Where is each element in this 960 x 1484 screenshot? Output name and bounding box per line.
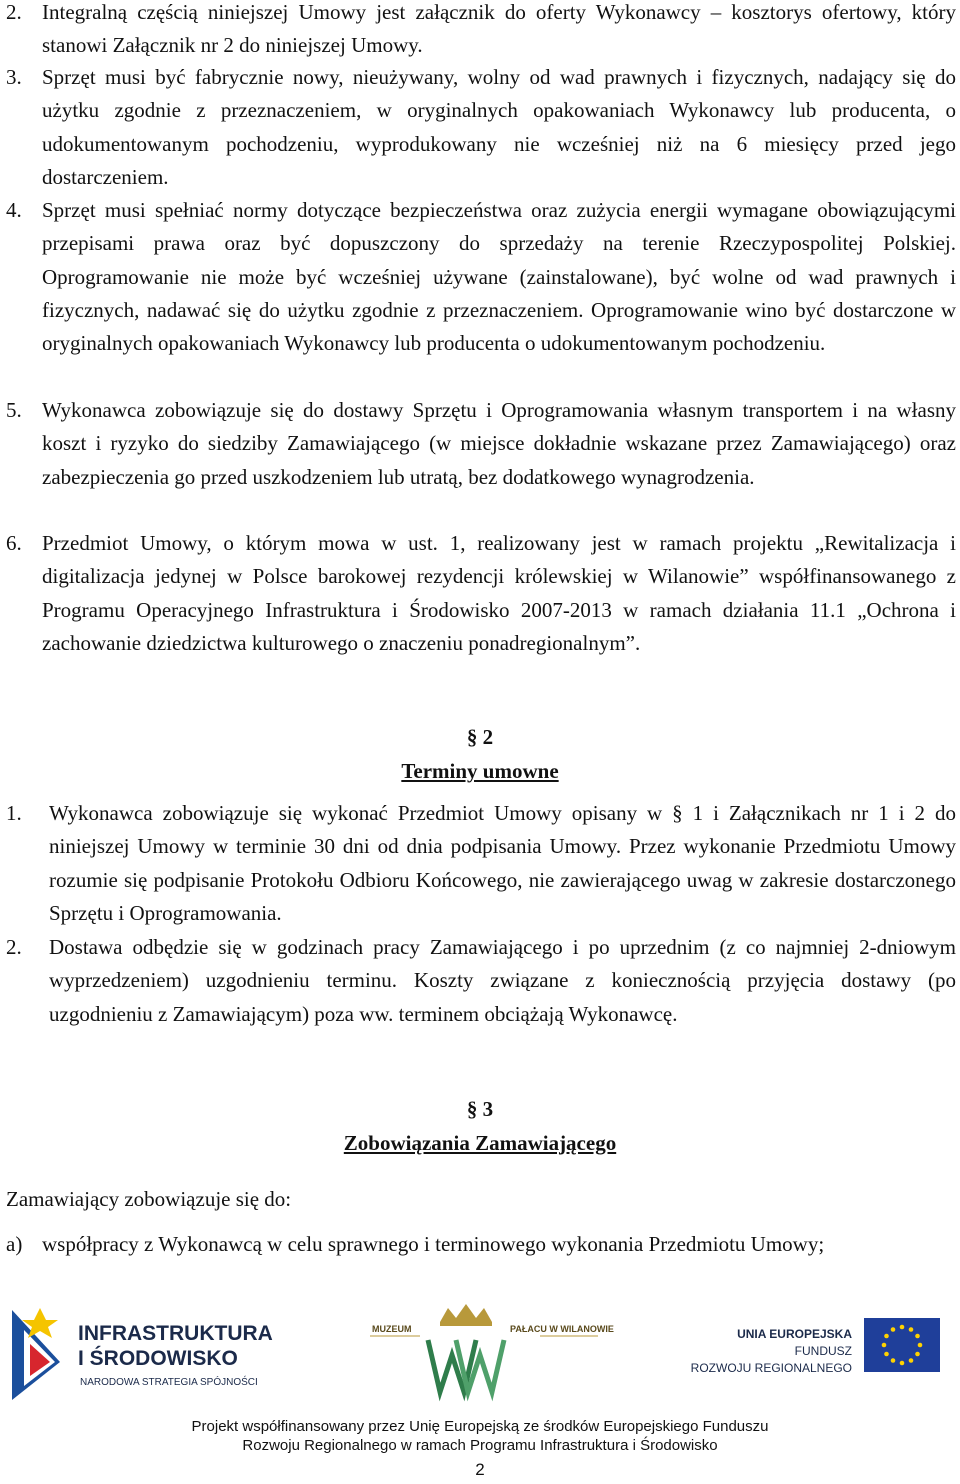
item-number: 4. xyxy=(6,198,22,222)
list-item xyxy=(6,194,956,360)
ue-line1: UNIA EUROPEJSKA xyxy=(737,1327,852,1341)
item-number: 1. xyxy=(6,801,22,825)
item-number: 2. xyxy=(6,935,22,959)
infrastruktura-logo xyxy=(12,1308,273,1400)
page-number: 2 xyxy=(475,1460,485,1479)
section-title: Terminy umowne xyxy=(401,759,559,783)
item-text: Sprzęt musi być fabrycznie nowy, nieużywany, wolny od wad prawnych i fizycznych, nadający się do użytku zgodnie z przeznaczeniem, w oryginalnych opakowaniach Wykonawcy lub producenta, o udokumentowanym pochodzeniu, wyprodukowany nie wcześniej niż na 6 miesięcy przed jego dostarczeniem. xyxy=(42,65,956,189)
logos-strip xyxy=(0,1300,960,1410)
infra-line3: NARODOWA STRATEGIA SPÓJNOŚCI xyxy=(80,1377,258,1388)
palac-label: PAŁACU W WILANOWIE xyxy=(510,1324,614,1334)
list-item xyxy=(6,797,956,930)
section-intro: Zamawiający zobowiązuje się do: xyxy=(6,1187,292,1211)
list-item xyxy=(6,527,956,660)
item-number: 2. xyxy=(6,0,22,24)
list-item xyxy=(6,1228,956,1261)
muzeum-label: MUZEUM xyxy=(372,1324,412,1334)
unia-europejska-logo xyxy=(691,1318,940,1375)
item-text: Wykonawca zobowiązuje się do dostawy Sprzętu i Oprogramowania własnym transportem i na własny koszt i ryzyko do siedziby Zamawiającego (w miejsce dokładnie wskazane przez Zamawiającego) oraz zabezpieczenia go przed uszkodzeniem lub utratą, bez dodatkowego wynagrodzenia. xyxy=(42,398,956,489)
item-number: 3. xyxy=(6,65,22,89)
list-item xyxy=(6,0,956,63)
section-heading xyxy=(0,720,960,788)
list-item xyxy=(6,394,956,494)
infra-line1: INFRASTRUKTURA xyxy=(78,1322,273,1345)
infra-line2: I ŚRODOWISKO xyxy=(78,1347,238,1370)
item-text: współpracy z Wykonawcą w celu sprawnego i terminowego wykonania Przedmiotu Umowy; xyxy=(42,1232,825,1256)
item-number: a) xyxy=(6,1232,23,1256)
item-text: Wykonawca zobowiązuje się wykonać Przedmiot Umowy opisany w § 1 i Załącznikach nr 1 i 2 do niniejszej Umowy w terminie 30 dni od dnia podpisania Umowy. Przez wykonanie Przedmiotu Umowy rozumie się podpisanie Protokołu Odbioru Końcowego, nie zawierającego uwag w zakresie dostarczonego Sprzętu i Oprogramowania. xyxy=(49,801,956,925)
item-text: Integralną częścią niniejszej Umowy jest załącznik do oferty Wykonawcy – kosztorys ofertowy, który stanowi Załącznik nr 2 do niniejszej Umowy. xyxy=(42,0,956,58)
footer-line2: Rozwoju Regionalnego w ramach Programu Infrastruktura i Środowisko xyxy=(242,1437,718,1454)
ue-line3: ROZWOJU REGIONALNEGO xyxy=(690,1361,852,1375)
muzeum-wilanow-logo xyxy=(370,1304,614,1392)
section-number: § 2 xyxy=(466,725,494,749)
item-number: 6. xyxy=(6,531,22,555)
item-text: Dostawa odbędzie się w godzinach pracy Zamawiającego i po uprzednim (z co najmniej 2-dniowym wyprzedzeniem) uzgodnieniu terminu. Koszty związane z koniecznością przyjęcia dostawy (po uzgodnieniu z Zamawiającym) poza ww. terminem obciążają Wykonawcę. xyxy=(49,935,956,1026)
item-text: Sprzęt musi spełniać normy dotyczące bezpieczeństwa oraz zużycia energii wymagane obowiązującymi przepisami prawa oraz być dopuszczony do sprzedaży na terenie Rzeczypospolitej Polskiej. Oprogramowanie nie może być wcześniej używane (zainstalowane), być wolne od wad prawnych i fizycznych, nadawać się do użytku zgodnie z przeznaczeniem. Oprogramowanie wino być dostarczone w oryginalnych opakowaniach Wykonawcy lub producenta o udokumentowanym pochodzeniu. xyxy=(42,198,956,356)
ue-line2: FUNDUSZ xyxy=(794,1344,852,1358)
section-heading xyxy=(0,1092,960,1160)
footer-line1: Projekt współfinansowany przez Unię Europejską ze środków Europejskiego Funduszu xyxy=(191,1418,769,1435)
footer-logos xyxy=(0,1300,960,1410)
item-text: Przedmiot Umowy, o którym mowa w ust. 1, realizowany jest w ramach projektu „Rewitalizacja i digitalizacja jedynej w Polsce barokowej rezydencji królewskiej w Wilanowie” współfinansowanego z Programu Operacyjnego Infrastruktura i Środowisko 2007-2013 w ramach działania 11.1 „Ochrona i zachowanie dziedzictwa kulturowego o znaczeniu ponadregionalnym”. xyxy=(42,531,956,655)
list-item xyxy=(6,931,956,1031)
footer-funding-note xyxy=(0,1417,960,1455)
section-number: § 3 xyxy=(466,1097,494,1121)
list-item xyxy=(6,61,956,194)
section-title: Zobowiązania Zamawiającego xyxy=(343,1131,617,1155)
item-number: 5. xyxy=(6,398,22,422)
